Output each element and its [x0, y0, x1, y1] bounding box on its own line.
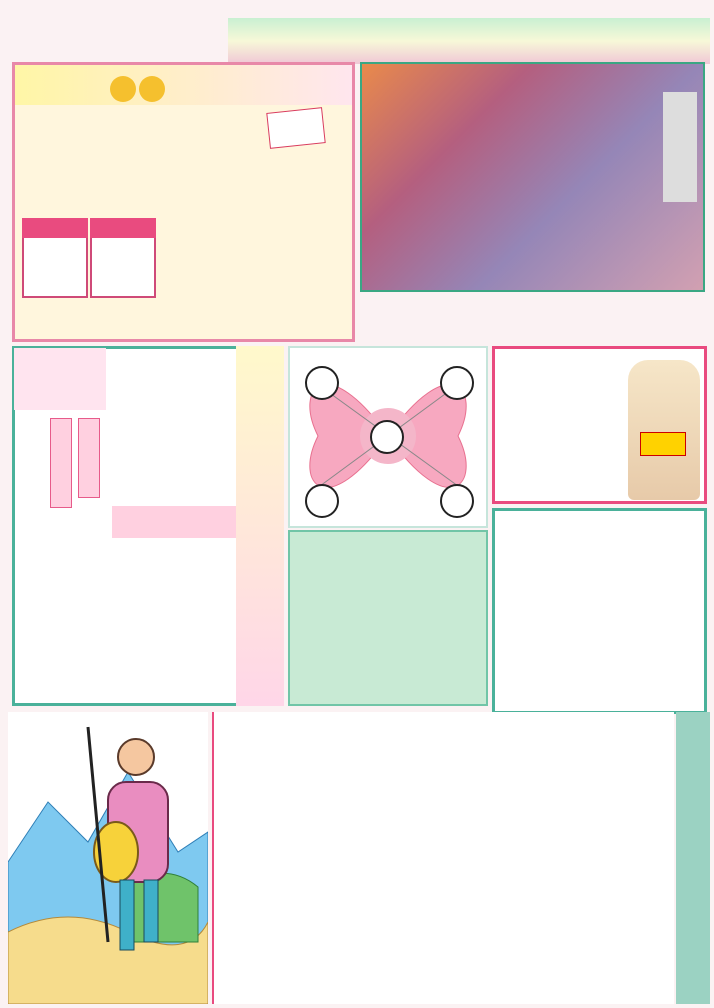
headline-bar [15, 65, 352, 105]
stamp-box [266, 107, 325, 149]
trend-side-panel [676, 712, 710, 1004]
total-label [22, 218, 88, 238]
zodiac-bottom-right [440, 484, 474, 518]
warrior-leg [144, 880, 158, 942]
zodiac-top-right [440, 366, 474, 400]
banner [360, 62, 705, 292]
zodiac-top-left [305, 366, 339, 400]
logo-box [14, 348, 106, 410]
zodiac-center [370, 420, 404, 454]
guanyin-badge [640, 432, 686, 456]
pick-column [236, 346, 284, 706]
headline-ball-1 [110, 76, 136, 102]
special-panel [492, 508, 707, 714]
warrior-head [118, 739, 154, 775]
guanyin-figure [628, 360, 700, 500]
poem-panel [288, 530, 488, 706]
warrior-leg [120, 880, 134, 950]
tag-1 [50, 418, 72, 508]
highlight-box [112, 506, 237, 538]
zodiac-bottom-left [305, 484, 339, 518]
grass-shape [128, 873, 198, 942]
trend-chart [212, 712, 674, 1004]
tag-2 [78, 418, 100, 498]
header-band [228, 18, 710, 64]
warrior-drawing [8, 712, 208, 1004]
special-label [90, 218, 156, 238]
headline-ball-2 [139, 76, 165, 102]
banner-side [663, 92, 697, 202]
